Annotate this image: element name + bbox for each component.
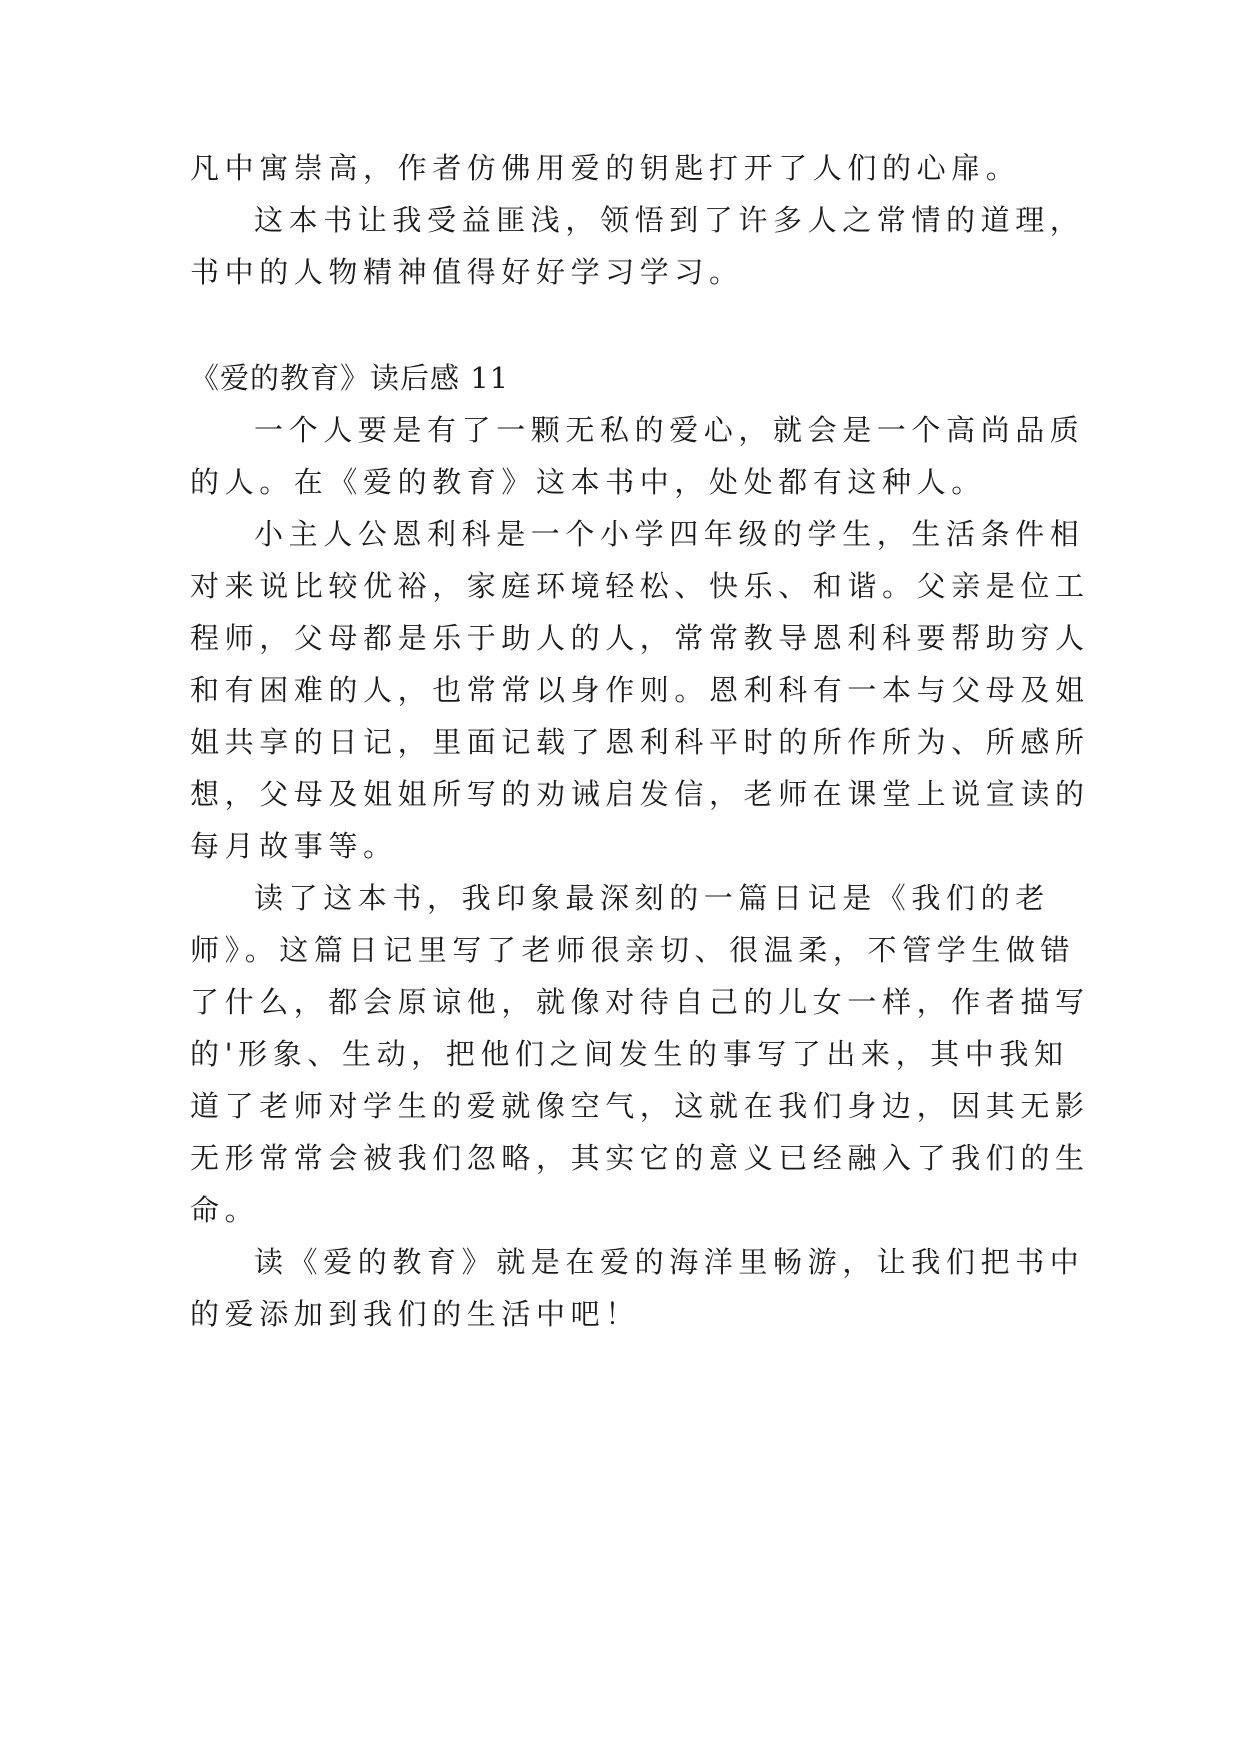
paragraph-line: 想，父母及姐姐所写的劝诫启发信，老师在课堂上说宣读的 — [190, 777, 1090, 811]
paragraph-line: 命。 — [190, 1193, 260, 1227]
paragraph-line: 和有困难的人，也常常以身作则。恩利科有一本与父母及姐 — [190, 673, 1090, 707]
paragraph-line: 师》。这篇日记里写了老师很亲切、很温柔，不管学生做错 — [190, 933, 1076, 967]
paragraph-line: 的'形象、生动，把他们之间发生的事写了出来，其中我知 — [190, 1037, 1069, 1071]
section-heading: 《爱的教育》读后感 11 — [190, 361, 510, 395]
paragraph-line: 对来说比较优裕，家庭环境轻松、快乐、和谐。父亲是位工 — [190, 569, 1090, 603]
paragraph-line: 程师，父母都是乐于助人的人，常常教导恩利科要帮助穷人 — [190, 621, 1090, 655]
paragraph-line: 读《爱的教育》就是在爱的海洋里畅游，让我们把书中 — [254, 1245, 1085, 1279]
paragraph-line: 小主人公恩利科是一个小学四年级的学生，生活条件相 — [254, 517, 1085, 551]
paragraph-line: 一个人要是有了一颗无私的爱心，就会是一个高尚品质 — [254, 413, 1085, 447]
paragraph-line: 每月故事等。 — [190, 829, 398, 863]
paragraph-line: 了什么，都会原谅他，就像对待自己的儿女一样，作者描写 — [190, 985, 1090, 1019]
paragraph-line: 无形常常会被我们忽略，其实它的意义已经融入了我们的生 — [190, 1141, 1090, 1175]
paragraph-line: 读了这本书，我印象最深刻的一篇日记是《我们的老 — [254, 881, 1050, 915]
paragraph-line: 书中的人物精神值得好好学习学习。 — [190, 255, 744, 289]
paragraph-line: 凡中寓崇高，作者仿佛用爱的钥匙打开了人们的心扉。 — [190, 151, 1021, 185]
paragraph-line: 的爱添加到我们的生活中吧！ — [190, 1297, 640, 1331]
paragraph-line: 这本书让我受益匪浅，领悟到了许多人之常情的道理， — [254, 203, 1085, 237]
paragraph-line: 的人。在《爱的教育》这本书中，处处都有这种人。 — [190, 465, 986, 499]
paragraph-line: 姐共享的日记，里面记载了恩利科平时的所作所为、所感所 — [190, 725, 1090, 759]
paragraph-line: 道了老师对学生的爱就像空气，这就在我们身边，因其无影 — [190, 1089, 1090, 1123]
